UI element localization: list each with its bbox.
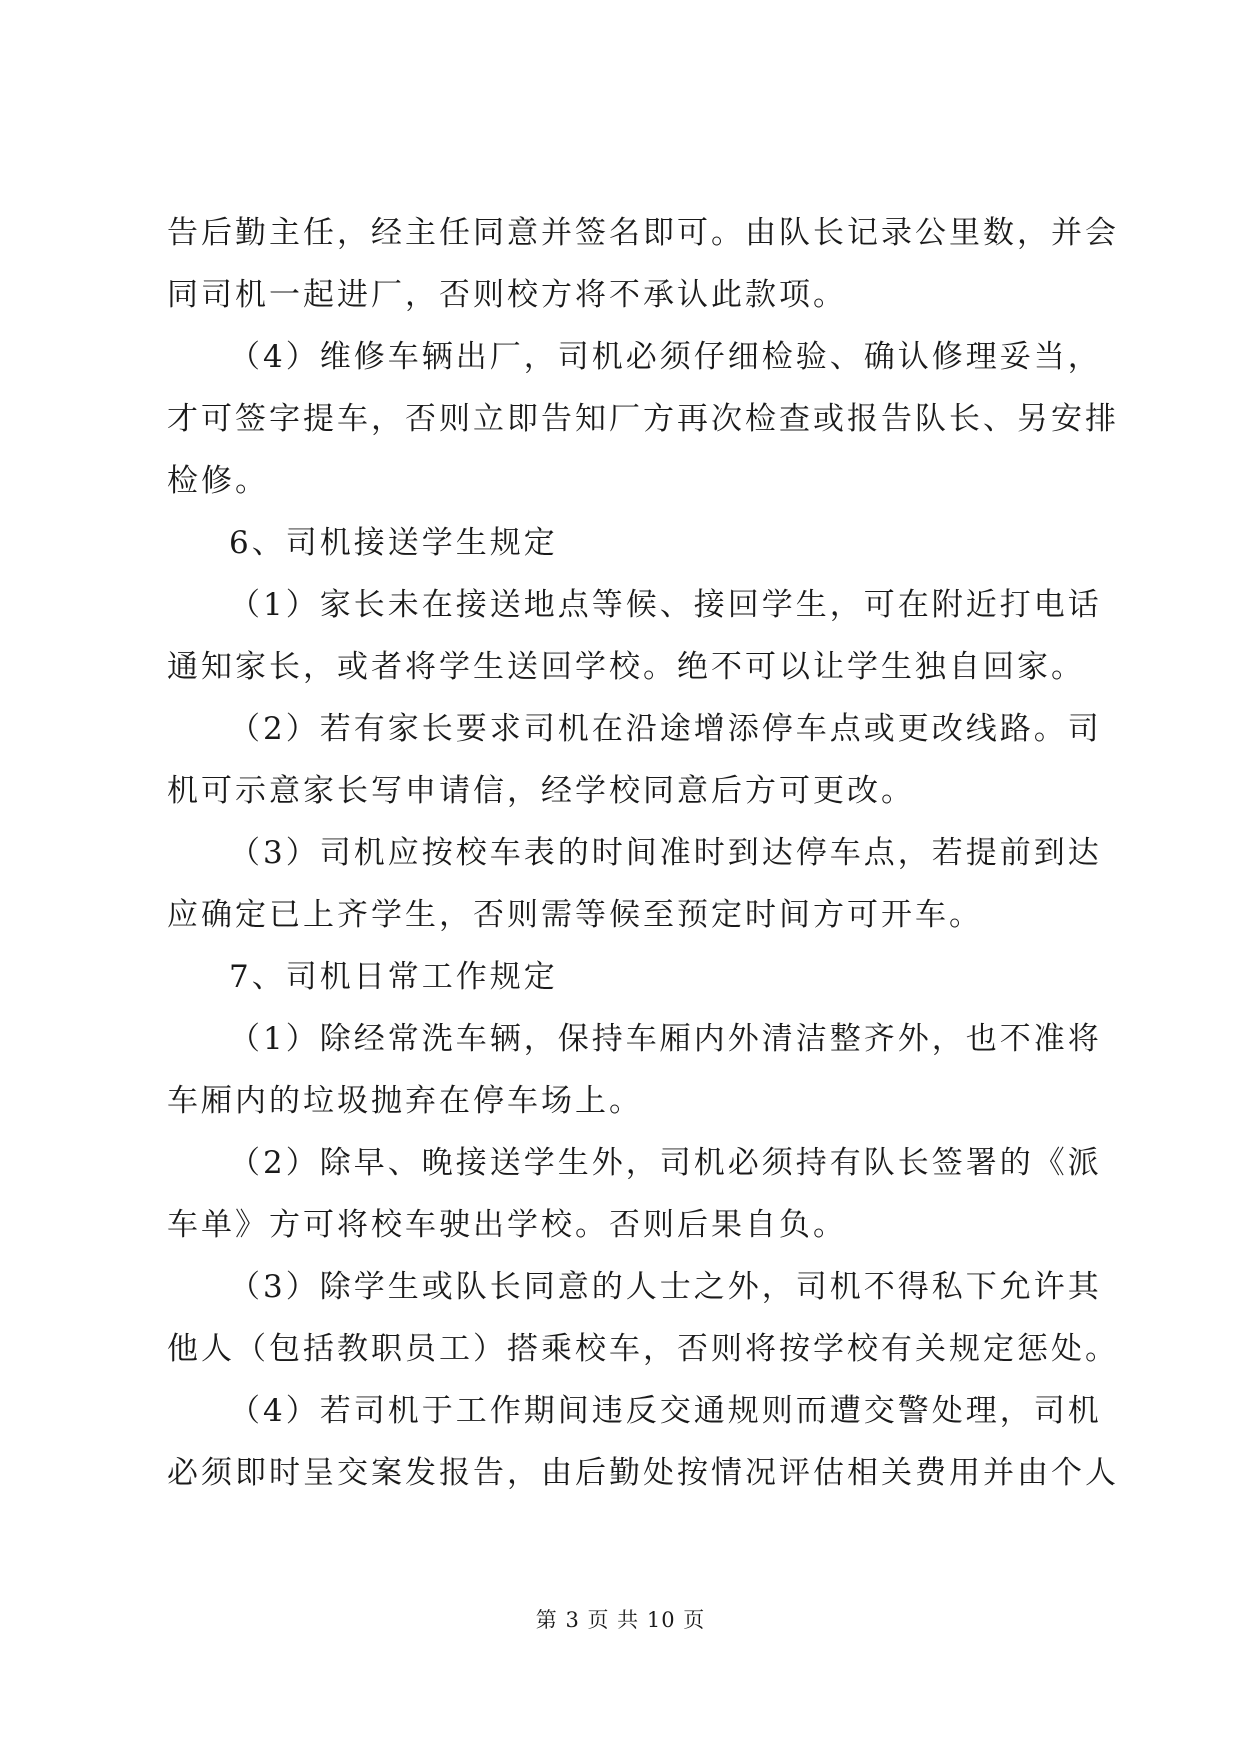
- text-line: 通知家长，或者将学生送回学校。绝不可以让学生独自回家。: [167, 649, 1085, 685]
- text-line: 应确定已上齐学生，否则需等候至预定时间方可开车。: [167, 897, 983, 933]
- text-line: 才可签字提车，否则立即告知厂方再次检查或报告队长、另安排: [167, 401, 1119, 437]
- text-line: （1）除经常洗车辆，保持车厢内外清洁整齐外，也不准将: [229, 1021, 1102, 1057]
- text-line: 必须即时呈交案发报告，由后勤处按情况评估相关费用并由个人: [167, 1455, 1119, 1491]
- section-heading: 7、司机日常工作规定: [229, 959, 558, 995]
- text-line: （3）司机应按校车表的时间准时到达停车点，若提前到达: [229, 835, 1102, 871]
- text-line: 告后勤主任，经主任同意并签名即可。由队长记录公里数，并会: [167, 215, 1119, 251]
- text-line: （1）家长未在接送地点等候、接回学生，可在附近打电话: [229, 587, 1102, 623]
- text-line: 他人（包括教职员工）搭乘校车，否则将按学校有关规定惩处。: [167, 1331, 1119, 1367]
- section-heading: 6、司机接送学生规定: [229, 525, 558, 561]
- text-line: 车单》方可将校车驶出学校。否则后果自负。: [167, 1207, 847, 1243]
- text-line: （4）若司机于工作期间违反交通规则而遭交警处理，司机: [229, 1393, 1102, 1429]
- text-line: 机可示意家长写申请信，经学校同意后方可更改。: [167, 773, 915, 809]
- text-line: 检修。: [167, 463, 269, 499]
- text-line: （3）除学生或队长同意的人士之外，司机不得私下允许其: [229, 1269, 1102, 1305]
- page-number-footer: 第 3 页 共 10 页: [535, 1608, 706, 1632]
- text-line: （2）除早、晚接送学生外，司机必须持有队长签署的《派: [229, 1145, 1102, 1181]
- text-line: （2）若有家长要求司机在沿途增添停车点或更改线路。司: [229, 711, 1102, 747]
- text-line: （4）维修车辆出厂，司机必须仔细检验、确认修理妥当，: [229, 339, 1102, 375]
- text-line: 车厢内的垃圾抛弃在停车场上。: [167, 1083, 643, 1119]
- text-line: 同司机一起进厂，否则校方将不承认此款项。: [167, 277, 847, 313]
